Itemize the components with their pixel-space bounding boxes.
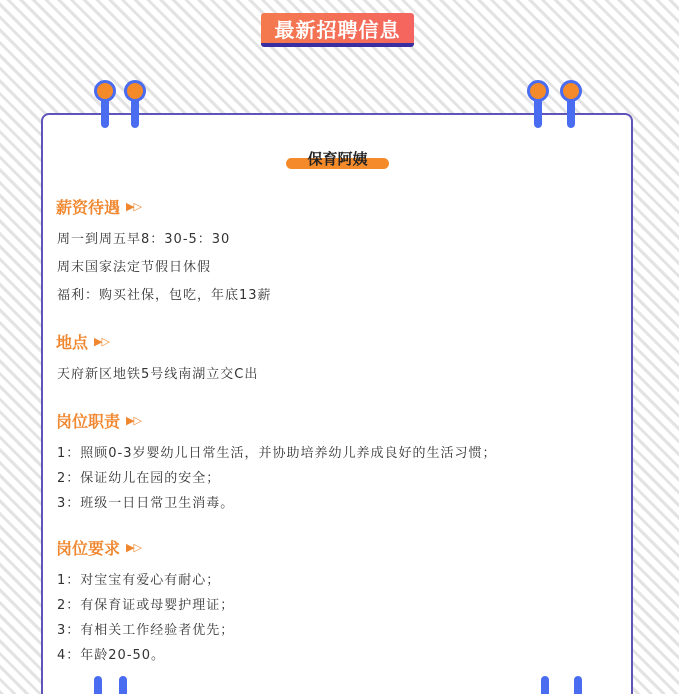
job-title: 保育阿姨 — [307, 150, 368, 168]
play-arrows-icon: ▶▷ — [126, 414, 141, 427]
page-title-banner — [261, 13, 414, 47]
play-arrows-icon: ▶▷ — [94, 335, 109, 348]
play-arrows-icon: ▶▷ — [126, 541, 141, 554]
binder-stub — [94, 676, 102, 694]
list-item: 福利：购买社保，包吃，年底13薪 — [57, 288, 272, 303]
list-item: 周末国家法定节假日休假 — [57, 260, 212, 275]
list-item: 1：对宝宝有爱心有耐心； — [57, 573, 221, 588]
binder-stub — [574, 676, 582, 694]
play-arrows-icon: ▶▷ — [126, 200, 141, 213]
list-item: 2：保证幼儿在园的安全； — [57, 471, 221, 486]
binder-stub — [541, 676, 549, 694]
job-title-pill — [286, 148, 389, 170]
page-title: 最新招聘信息 — [274, 17, 401, 42]
section-title-salary-label: 薪资待遇 — [56, 198, 121, 217]
section-title-requirements-label: 岗位要求 — [56, 539, 121, 558]
list-item: 2：有保育证或母婴护理证； — [57, 598, 235, 613]
list-item: 1：照顾0-3岁婴幼儿日常生活，并协助培养幼儿养成良好的生活习惯； — [57, 446, 497, 461]
binder-stub — [119, 676, 127, 694]
section-title-location — [56, 330, 109, 353]
section-title-duties — [56, 409, 141, 432]
section-title-requirements — [56, 536, 141, 559]
section-title-salary — [56, 195, 141, 218]
section-title-duties-label: 岗位职责 — [56, 412, 121, 431]
section-title-location-label: 地点 — [56, 333, 89, 352]
list-item: 周一到周五早8：30-5：30 — [57, 232, 231, 247]
list-item: 天府新区地铁5号线南湖立交C出 — [57, 367, 259, 382]
list-item: 3：班级一日日常卫生消毒。 — [57, 496, 235, 511]
list-item: 4：年龄20-50。 — [57, 648, 166, 663]
list-item: 3：有相关工作经验者优先； — [57, 623, 235, 638]
